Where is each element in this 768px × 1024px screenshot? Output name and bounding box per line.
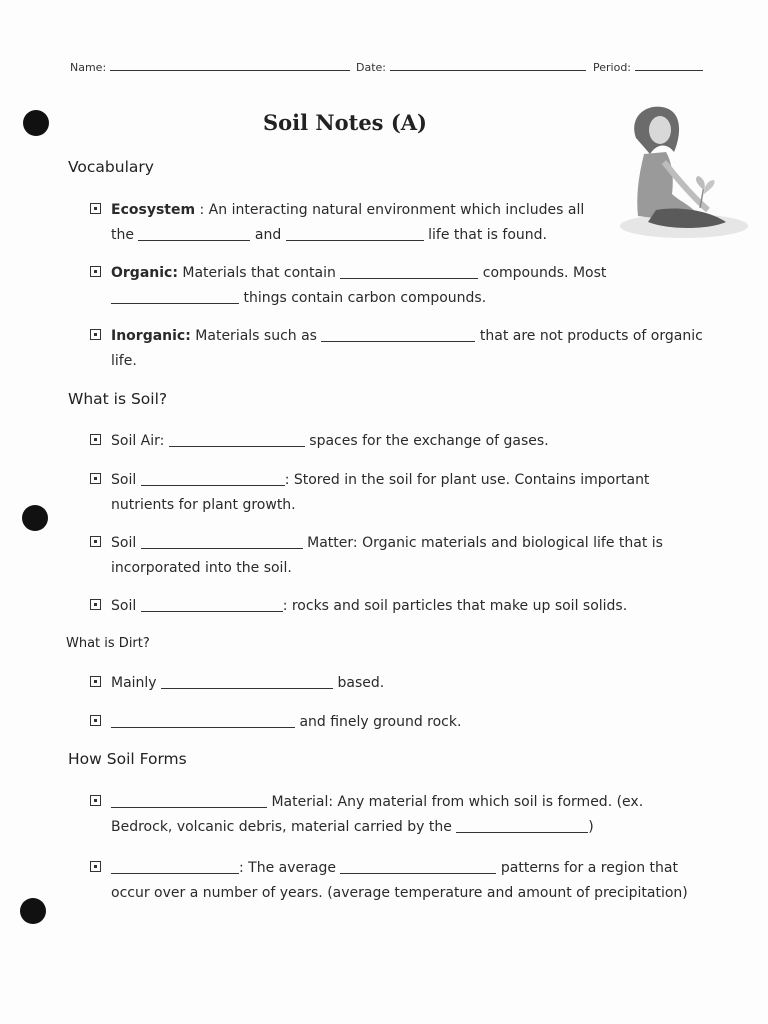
list-item-soil-air [90,429,720,454]
soil-minerals-text: : rocks and soil particles that make up soil solids. [282,598,628,614]
list-item-inorganic [90,324,720,374]
dirt-mainly-text: based. [337,675,385,691]
soil-minerals-label: Soil [111,598,137,614]
soil-water-blank[interactable] [141,471,285,486]
checkbox-icon[interactable] [90,536,101,547]
inorganic-text-2: that are not products of organic [479,328,703,344]
what-is-soil-heading: What is Soil? [68,390,168,408]
woman-planting-seedling-illustration [608,98,748,248]
name-field[interactable] [70,60,350,74]
ecosystem-text-the: the [111,227,134,243]
dirt-mainly-label: Mainly [111,675,157,691]
page-title: Soil Notes (A) [262,110,427,135]
soil-water-text-2: nutrients for plant growth. [111,497,296,513]
soil-air-label: Soil Air: [111,433,165,449]
climate-text-2: patterns for a region that [500,860,678,876]
binder-hole-bottom [20,898,46,924]
checkbox-icon[interactable] [90,434,101,445]
list-item-dirt-mainly [90,671,720,696]
date-label: Date: [356,61,386,74]
parent-material-close: ) [588,819,594,835]
inorganic-text-1: Materials such as [195,328,317,344]
soil-organic-text-2: incorporated into the soil. [111,560,292,576]
soil-air-text: spaces for the exchange of gases. [309,433,549,449]
period-label: Period: [593,61,632,74]
binder-hole-middle [22,505,48,531]
checkbox-icon[interactable] [90,329,101,340]
organic-text-3: things contain carbon compounds. [243,290,487,306]
parent-material-text-2: Bedrock, volcanic debris, material carried by the [111,819,452,835]
checkbox-icon[interactable] [90,861,101,872]
name-label: Name: [70,61,107,74]
checkbox-icon[interactable] [90,795,101,806]
how-soil-forms-heading: How Soil Forms [68,750,187,768]
soil-organic-text: Matter: Organic materials and biological life that is [307,535,663,551]
list-item-organic [90,261,720,311]
ecosystem-text-and: and [254,227,282,243]
term-ecosystem: Ecosystem [111,202,196,218]
checkbox-icon[interactable] [90,676,101,687]
list-item-ecosystem [90,198,590,248]
soil-water-text: : Stored in the soil for plant use. Contains important [284,472,650,488]
soil-water-label: Soil [111,472,137,488]
period-field[interactable] [593,60,703,74]
vocabulary-heading: Vocabulary [68,158,154,176]
checkbox-icon[interactable] [90,473,101,484]
climate-text-1: : The average [239,860,336,876]
list-item-dirt-rock [90,710,720,735]
soil-organic-label: Soil [111,535,137,551]
climate-blank-2[interactable] [340,859,496,874]
parent-material-text: Material: Any material from which soil is formed. (ex. [271,794,644,810]
term-organic: Organic: [111,265,178,281]
checkbox-icon[interactable] [90,266,101,277]
date-field[interactable] [356,60,586,74]
inorganic-text-3: life. [111,353,137,369]
list-item-soil-organic-matter [90,531,720,581]
term-inorganic: Inorganic: [111,328,191,344]
organic-text-2: compounds. Most [482,265,607,281]
soil-organic-blank[interactable] [141,534,303,549]
organic-blank-1[interactable] [340,264,478,279]
soil-air-blank[interactable] [169,432,305,447]
checkbox-icon[interactable] [90,599,101,610]
checkbox-icon[interactable] [90,203,101,214]
dirt-rock-blank[interactable] [111,713,295,728]
ecosystem-text-end: life that is found. [428,227,548,243]
dirt-mainly-blank[interactable] [161,674,333,689]
checkbox-icon[interactable] [90,715,101,726]
list-item-climate [90,856,720,906]
date-blank[interactable] [390,60,586,71]
ecosystem-definition-text: : An interacting natural environment which includes all [195,202,585,218]
soil-minerals-blank[interactable] [141,597,283,612]
parent-material-blank-2[interactable] [456,818,588,833]
ecosystem-blank-1[interactable] [138,226,250,241]
dirt-rock-text: and finely ground rock. [299,714,462,730]
climate-blank-1[interactable] [111,859,239,874]
organic-blank-2[interactable] [111,289,239,304]
list-item-parent-material [90,790,720,840]
list-item-soil-water [90,468,720,518]
climate-text-3: occur over a number of years. (average temperature and amount of precipitation) [111,885,688,901]
parent-material-blank[interactable] [111,793,267,808]
inorganic-blank[interactable] [321,327,475,342]
organic-text-1: Materials that contain [182,265,336,281]
period-blank[interactable] [635,60,703,71]
list-item-soil-minerals [90,594,720,619]
ecosystem-blank-2[interactable] [286,226,424,241]
what-is-dirt-heading: What is Dirt? [66,636,150,651]
name-blank[interactable] [110,60,350,71]
